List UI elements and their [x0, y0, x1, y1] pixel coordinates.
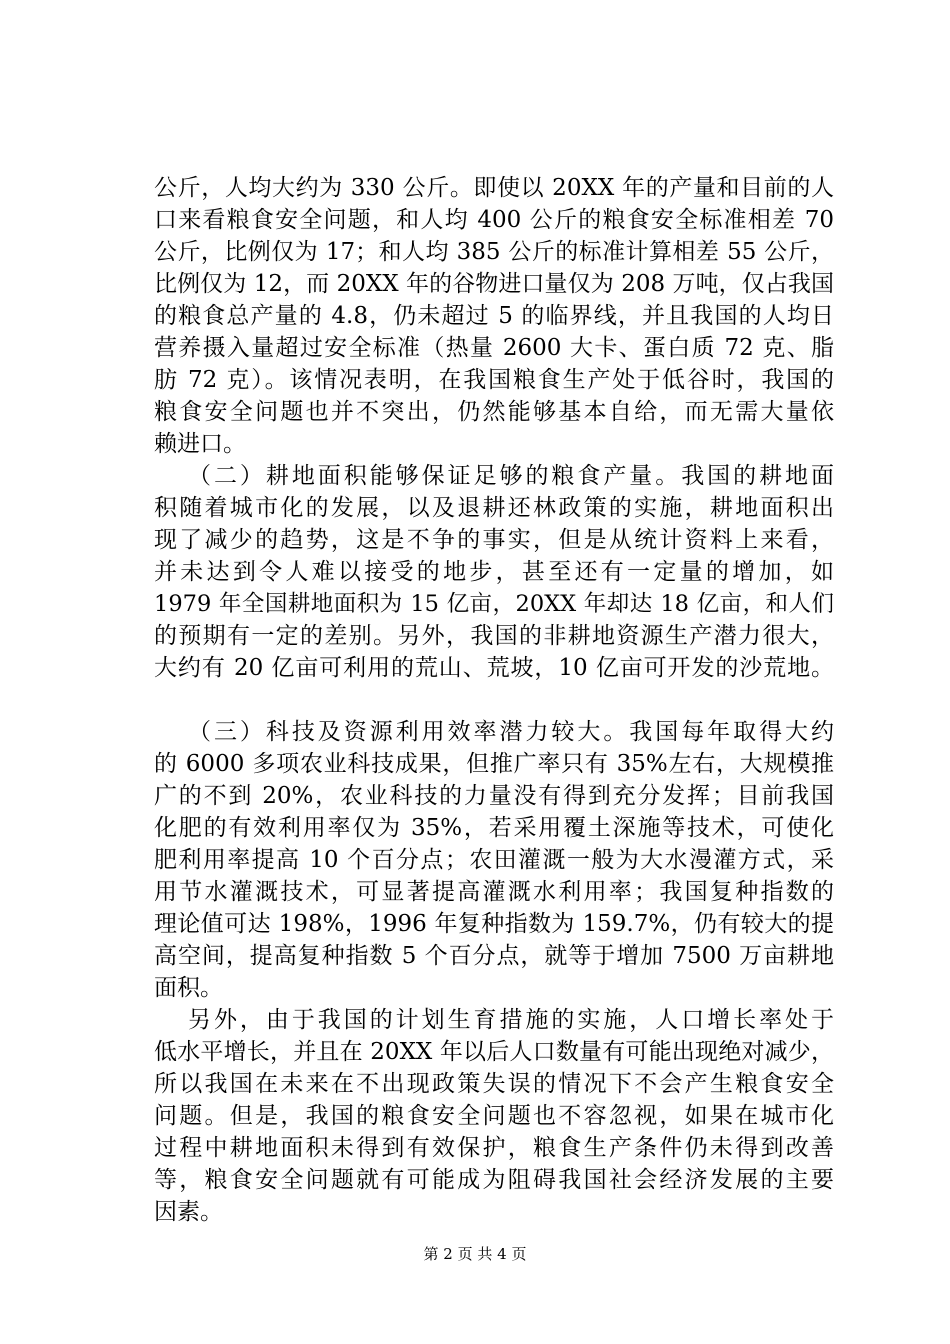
- paragraph-3: [154, 716, 834, 1004]
- paragraph-line: 的预期有一定的差别。另外，我国的非耕地资源生产潜力很大，: [154, 623, 834, 649]
- paragraph-line: 现了减少的趋势，这是不争的事实，但是从统计资料上来看，: [154, 527, 834, 553]
- paragraph-line: 肥利用率提高 10 个百分点；农田灌溉一般为大水漫灌方式，采: [154, 847, 834, 873]
- paragraph-line: 广的不到 20%，农业科技的力量没有得到充分发挥；目前我国: [154, 783, 834, 809]
- paragraph-line: 1979 年全国耕地面积为 15 亿亩，20XX 年却达 18 亿亩，和人们: [154, 591, 834, 617]
- paragraph-line: 积随着城市化的发展，以及退耕还林政策的实施，耕地面积出: [154, 495, 834, 521]
- paragraph-line: 问题。但是，我国的粮食安全问题也不容忽视，如果在城市化: [154, 1103, 834, 1129]
- paragraph-line: （三）科技及资源利用效率潜力较大。我国每年取得大约: [188, 719, 834, 745]
- document-body: [154, 172, 834, 1228]
- paragraph-spacer: [154, 684, 834, 716]
- paragraph-line: 因素。: [154, 1199, 223, 1225]
- paragraph-line: 的 6000 多项农业科技成果，但推广率只有 35%左右，大规模推: [154, 751, 834, 777]
- paragraph-2: [154, 460, 834, 684]
- paragraph-line: 肪 72 克）。该情况表明，在我国粮食生产处于低谷时，我国的: [154, 367, 834, 393]
- paragraph-line: 口来看粮食安全问题，和人均 400 公斤的粮食安全标准相差 70: [154, 207, 834, 233]
- paragraph-line: 高空间，提高复种指数 5 个百分点，就等于增加 7500 万亩耕地: [154, 943, 834, 969]
- paragraph-line: 的粮食总产量的 4.8，仍未超过 5 的临界线，并且我国的人均日: [154, 303, 834, 329]
- paragraph-line: 公斤，人均大约为 330 公斤。即使以 20XX 年的产量和目前的人: [154, 175, 834, 201]
- paragraph-line: 等，粮食安全问题就有可能成为阻碍我国社会经济发展的主要: [154, 1167, 834, 1193]
- paragraph-line: 另外，由于我国的计划生育措施的实施，人口增长率处于: [188, 1007, 834, 1033]
- paragraph-line: 公斤，比例仅为 17；和人均 385 公斤的标准计算相差 55 公斤，: [154, 239, 834, 265]
- paragraph-line: 比例仅为 12，而 20XX 年的谷物进口量仅为 208 万吨，仅占我国: [154, 271, 834, 297]
- paragraph-line: 化肥的有效利用率仅为 35%，若采用覆土深施等技术，可使化: [154, 815, 834, 841]
- paragraph-line: 赖进口。: [154, 431, 246, 457]
- paragraph-line: 所以我国在未来在不出现政策失误的情况下不会产生粮食安全: [154, 1071, 834, 1097]
- page-number-footer: 第 2 页 共 4 页: [423, 1245, 527, 1263]
- paragraph-line: （二）耕地面积能够保证足够的粮食产量。我国的耕地面: [188, 463, 834, 489]
- paragraph-line: 面积。: [154, 975, 223, 1001]
- paragraph-line: 营养摄入量超过安全标准（热量 2600 大卡、蛋白质 72 克、脂: [154, 335, 834, 361]
- paragraph-line: 过程中耕地面积未得到有效保护，粮食生产条件仍未得到改善: [154, 1135, 834, 1161]
- paragraph-line: 大约有 20 亿亩可利用的荒山、荒坡，10 亿亩可开发的沙荒地。: [154, 655, 834, 681]
- paragraph-line: 理论值可达 198%，1996 年复种指数为 159.7%，仍有较大的提: [154, 911, 834, 937]
- paragraph-line: 用节水灌溉技术，可显著提高灌溉水利用率；我国复种指数的: [154, 879, 834, 905]
- paragraph-line: 粮食安全问题也并不突出，仍然能够基本自给，而无需大量依: [154, 399, 834, 425]
- paragraph-line: 并未达到令人难以接受的地步，甚至还有一定量的增加，如: [154, 559, 834, 585]
- paragraph-1: [154, 172, 834, 460]
- paragraph-line: 低水平增长，并且在 20XX 年以后人口数量有可能出现绝对减少，: [154, 1039, 834, 1065]
- paragraph-4: [154, 1004, 834, 1228]
